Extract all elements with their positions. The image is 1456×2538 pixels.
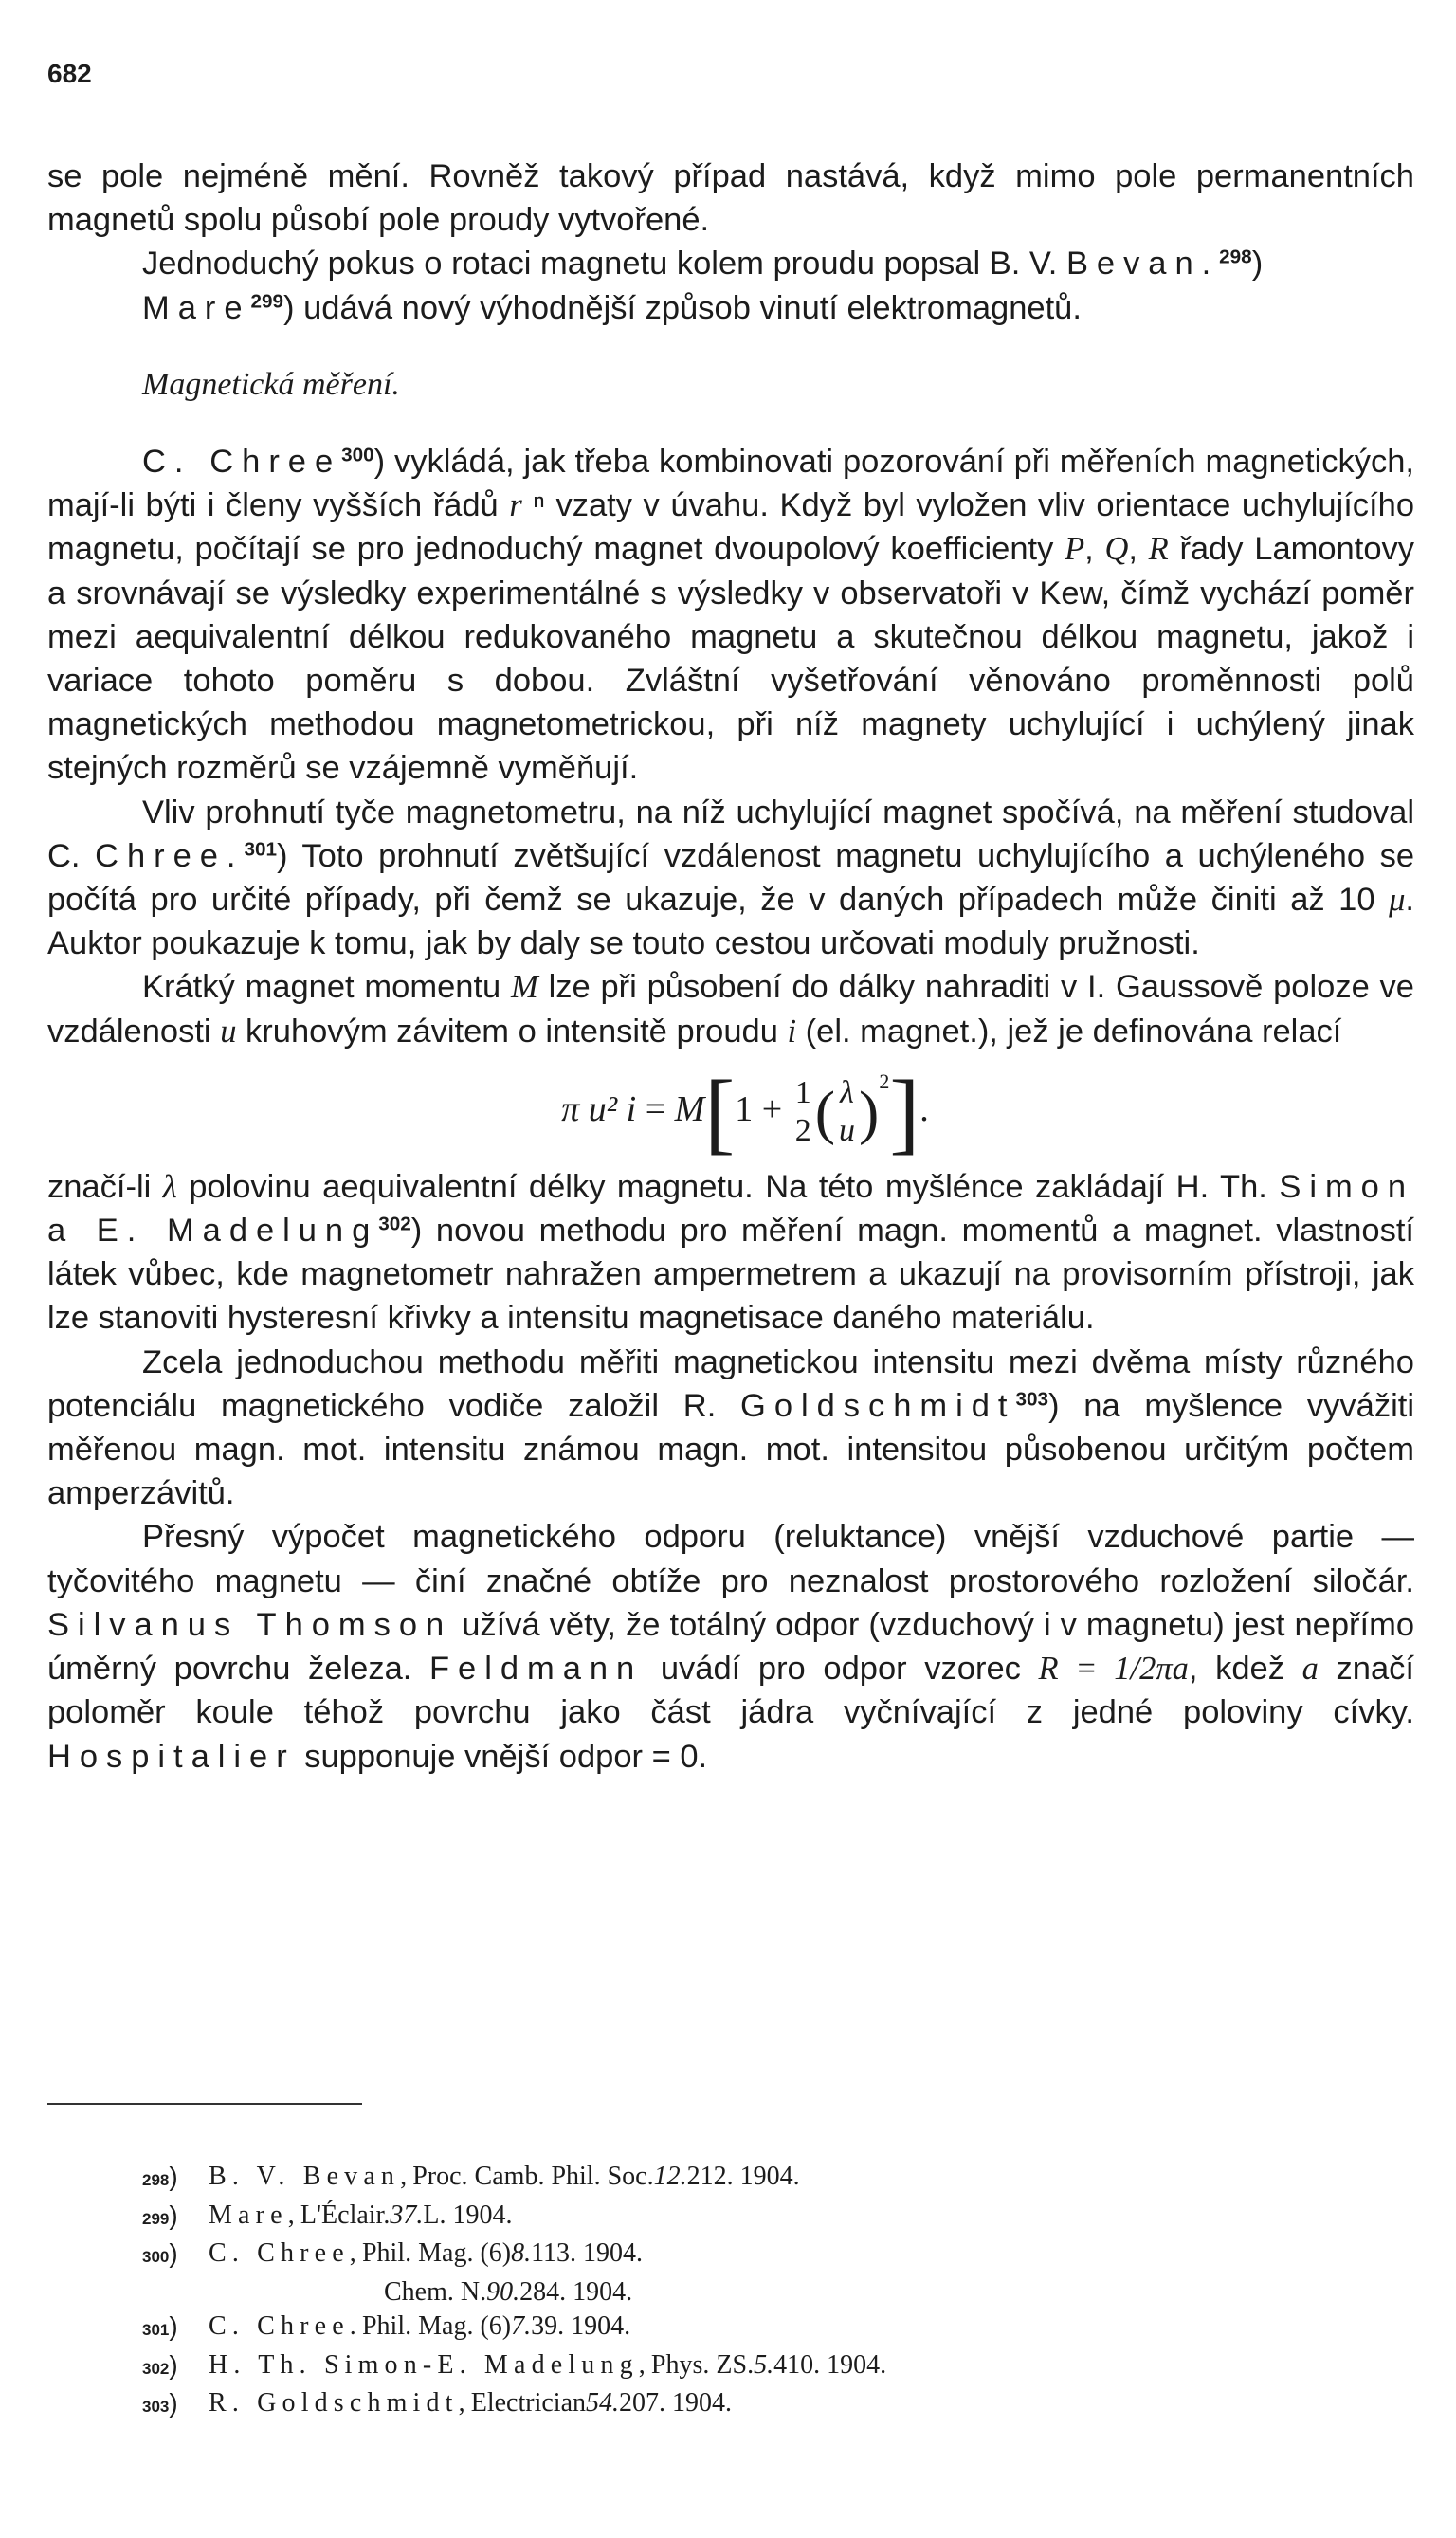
book-page <box>47 0 1414 2538</box>
section-title: Magnetická měření. <box>142 366 400 402</box>
paragraph-4: C. Chree$^{300}$) vykládá, jak třeba kombinovati pozorování při měřeních magnetických, mají-li býti i členy vyšších řádů r ⁿ vzaty v úvahu. Když byl vyložen vliv orientace uchylujícího magnetu, počítají se pro jednoduchý magnet dvoupolový koefficienty P, Q, R řady Lamontovy a srovnávají se výsledky experimentálné s výsledky v observatoři v Kew, čímž vychází poměr mezi aequivalentní délkou redukovaného magnetu a skutečnou délkou magnetu, jakož i variace tohoto poměru s dobou. Zvláštní vyšetřování věnováno proměnnosti polů magnetických methodou magnetometrickou, při níž magnety uchylující i uchýlený jinak stejných rozměrů se vzájemně vyměňují. <box>47 444 1415 787</box>
paragraph-5: Vliv prohnutí tyče magnetometru, na níž uchylující magnet spočívá, na měření studoval C. Chree.$^{301}$) Toto prohnutí zvětšující vzdálenost magnetu uchylujícího a uchýleného se počítá pro určité případy, při čemž se ukazuje, že v daných případech může činiti až 10 μ. Auktor poukazuje k tomu, jak by daly se touto cestou určovati moduly pružnosti. <box>47 794 1415 962</box>
footnote: 298) B. V. Bevan, Proc. Camb. Phil. Soc. 12. 212. 1904. <box>142 2162 800 2191</box>
footnote-ref: 302 <box>378 1213 411 1235</box>
paragraph-1: se pole nejméně mění. Rovněž takový případ nastává, když mimo pole permanentních magnetů spolu působí pole proudy vytvořené. <box>47 158 1414 239</box>
page-number: 682 <box>47 59 92 88</box>
paragraph-8: Zcela jednoduchou methodu měřiti magnetickou intensitu mezi dvěma místy různého potenciálu magnetického vodiče založil R. Goldschmidt$^{303}$) na myšlence vyvážiti měřenou magn. mot. intensitu známou magn. mot. intensitou působenou určitým počtem amperzávitů. <box>47 1343 1414 1512</box>
paragraph-3: Mare$^{299}$) udává nový výhodnější způsob vinutí elektromagnetů. <box>142 289 1082 326</box>
footnote-ref: 299 <box>250 290 284 313</box>
paragraph-2: Jednoduchý pokus o rotaci magnetu kolem proudu popsal B. V. Bevan.$^{298}$) <box>142 246 1264 283</box>
author-name: Chree. <box>95 837 245 874</box>
body-text <box>47 155 1414 1779</box>
footnote: 300) C. Chree, Phil. Mag. (6) 8. 113. 1904. <box>142 2238 644 2268</box>
author-name: Bevan. <box>1065 246 1220 283</box>
footnote: 299) Mare, L'Éclair. 37. L. 1904. <box>142 2200 513 2230</box>
footnote-ref: 301 <box>244 838 277 861</box>
author-name: Feldmann <box>429 1651 644 1688</box>
footnote-ref: 300 <box>341 444 374 466</box>
footnote-ref: 298 <box>1219 246 1252 269</box>
author-name: C. Chree <box>142 444 342 481</box>
footnote-divider <box>47 2103 362 2105</box>
footnote: 302) H. Th. Simon-E. Madelung, Phys. ZS. 5. 410. 1904. <box>142 2349 887 2380</box>
author-name: Mare <box>142 289 251 326</box>
author-name: Hospitalier <box>47 1738 296 1775</box>
footnotes <box>142 2160 1374 2425</box>
author-name: Simon a E. Madelung <box>47 1168 1414 1250</box>
fraction: λ u <box>839 1075 856 1149</box>
author-name: Silvanus Thomson <box>47 1606 453 1643</box>
footnote-ref: 303 <box>1015 1388 1048 1411</box>
footnote: 301) C. Chree. Phil. Mag. (6) 7. 39. 1904. <box>142 2311 631 2341</box>
footnote-continuation: Chem. N. 90. 284. 1904. <box>384 2276 633 2307</box>
paragraph-9: Přesný výpočet magnetického odporu (reluktance) vnější vzduchové partie — tyčovitého magnetu — činí značné obtíže pro neznalost prostorového rozložení siločár. Silvanus Thomson užívá věty, že totálný odpor (vzduchový i v magnetu) jest nepřímo úměrný povrchu železa. Feldmann uvádí pro odpor vzorec R = 1/2πa, kdež a značí poloměr koule téhož povrchu jako část jádra vyčnívající z jedné poloviny cívky. Hospitalier supponuje vnější odpor = 0. <box>47 1519 1415 1775</box>
author-name: Goldschmidt <box>740 1387 1016 1424</box>
paragraph-6: Krátký magnet momentu M lze při působení do dálky nahraditi v I. Gaussově poloze ve vzdálenosti u kruhovým závitem o intensitě proudu i (el. magnet.), jež je definována relací <box>47 969 1414 1050</box>
footnote: 303) R. Goldschmidt, Electrician 54. 207. 1904. <box>142 2388 733 2418</box>
formula: π u² i = M[1 + 1 2 ( λ u )$^2$]. <box>561 1061 929 1163</box>
paragraph-7: značí-li λ polovinu aequivalentní délky magnetu. Na této myšlénce zakládají H. Th. Simon a E. Madelung$^{302}$) novou methodu pro měření magn. momentů a magnet. vlastností látek vůbec, kde magnetometr nahražen ampermetrem a ukazují na provisorním přístroji, jak lze stanoviti hysteresní křivky a intensitu magnetisace daného materiálu. <box>47 1168 1414 1337</box>
fraction: 1 2 <box>794 1075 811 1149</box>
